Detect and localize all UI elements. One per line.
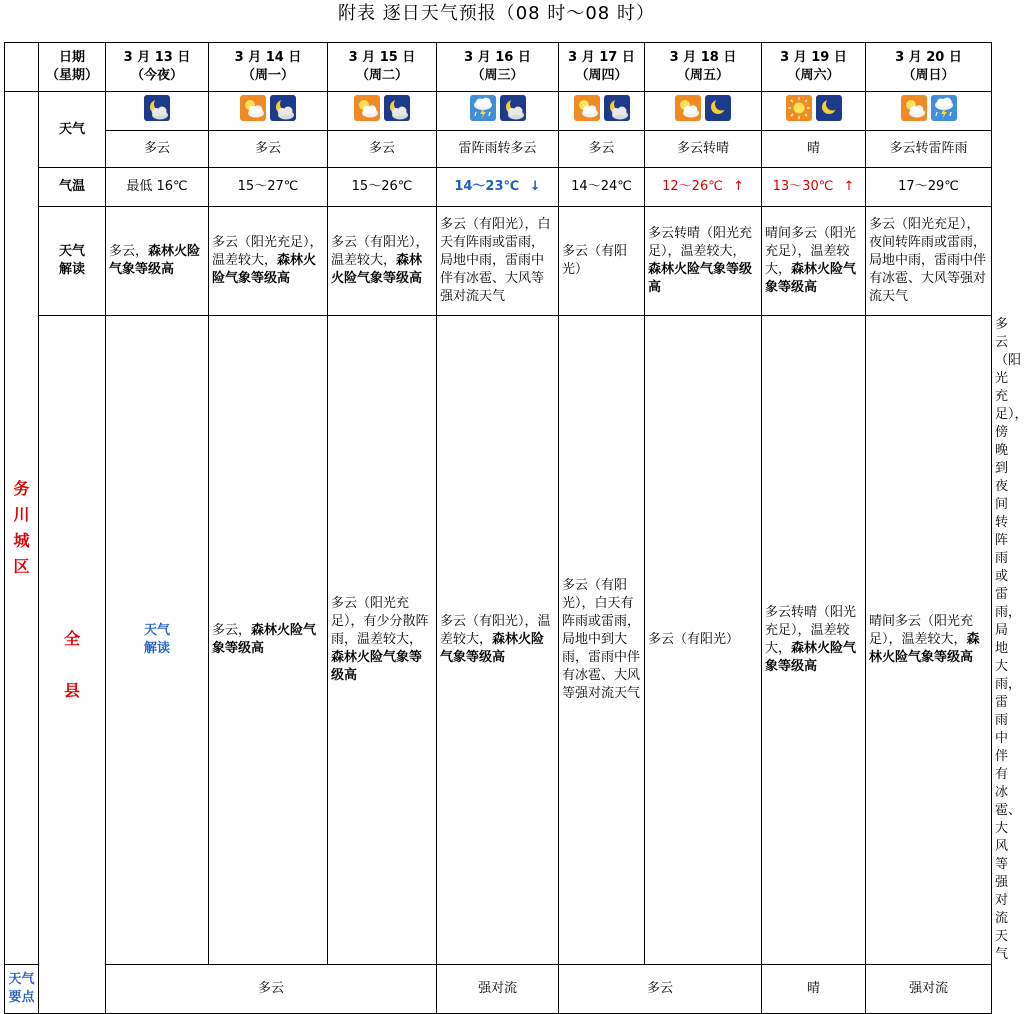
county-interp-text: 多云转晴（阳光充足），温差较大， — [765, 605, 857, 656]
points-cell — [762, 965, 866, 1014]
temp-cell — [209, 168, 328, 207]
day-header-cell — [328, 43, 437, 92]
interp-text: 多云（阳光充足），夜间转阵雨或雷雨，局地中雨，雷雨中伴有冰雹、大风等强对流天气 — [869, 217, 987, 304]
points-cell — [437, 965, 559, 1014]
corner-cell — [5, 43, 39, 92]
day-week: （周一） — [241, 68, 294, 83]
page-title: 附表 逐日天气预报（08 时～08 时） — [338, 3, 655, 24]
temp-range: 13～30℃ — [772, 179, 834, 194]
weather-text-cell — [106, 131, 209, 168]
weather-text: 晴 — [806, 141, 820, 156]
sun-cloud-icon — [901, 95, 927, 127]
day-week: （周三） — [471, 68, 524, 83]
temp-range: 12～26℃ — [662, 179, 723, 194]
temp-range: 最低 16℃ — [126, 179, 188, 194]
interp-bold: 森林火险气象等级高 — [109, 244, 201, 277]
weather-icon-cell — [437, 92, 559, 131]
day-header-cell — [762, 43, 866, 92]
temp-range: 14～23℃ — [454, 179, 520, 194]
weather-text: 雷阵雨转多云 — [458, 141, 537, 156]
date-header-label: 日期 — [58, 50, 85, 65]
day-date: 3 月 17 日 — [568, 50, 635, 65]
thunder-rain-icon — [470, 95, 496, 127]
city-region-char: 区 — [13, 557, 30, 576]
weather-text: 多云 — [143, 141, 170, 156]
interp-text: 多云（有阳光），温差较大， — [331, 235, 429, 268]
county-interp-bold: 森林火险气象等级高 — [440, 632, 545, 665]
interp-cell — [209, 207, 328, 316]
interp-bold: 森林火险气象等级高 — [648, 262, 753, 295]
city-temp-row — [5, 168, 992, 207]
county-interp-text: 多云， — [212, 623, 252, 638]
temp-label: 气温 — [58, 179, 85, 194]
trend-up-icon: ↑ — [839, 179, 855, 194]
day-week: （周四） — [575, 68, 628, 83]
temp-cell — [762, 168, 866, 207]
weather-text: 多云 — [368, 141, 395, 156]
county-interp-label-bottom: 解读 — [143, 641, 170, 656]
weather-icon-cell — [559, 92, 645, 131]
moon-cloud-icon — [500, 95, 526, 127]
weather-text: 多云转晴 — [676, 141, 729, 156]
weather-icon-cell — [328, 92, 437, 131]
weather-text: 多云 — [588, 141, 615, 156]
county-interp-text: 晴间多云（阳光充足），温差较大， — [869, 614, 974, 647]
interp-bold: 森林火险气象等级高 — [765, 262, 857, 295]
day-date: 3 月 14 日 — [234, 50, 302, 65]
city-interp-row — [5, 207, 992, 316]
temp-label-cell — [39, 168, 106, 207]
temp-cell — [437, 168, 559, 207]
county-interp-bold: 森林火险气象等级高 — [765, 641, 857, 674]
city-weather-row — [5, 131, 992, 168]
county-interp-text: 多云（阳光充足），有少分散阵雨，温差较大， — [331, 596, 429, 647]
header-row — [5, 43, 992, 92]
points-label-cell — [5, 965, 39, 1014]
points-text: 晴 — [806, 981, 820, 996]
weather-icon-cell — [762, 92, 866, 131]
interp-text: 多云（阳光充足），温差较大， — [212, 235, 323, 268]
weather-text-cell — [328, 131, 437, 168]
county-interp-cell — [559, 316, 645, 965]
interp-bold: 森林火险气象等级高 — [331, 253, 423, 286]
points-cell — [866, 965, 992, 1014]
day-header-cell — [106, 43, 209, 92]
temp-cell — [559, 168, 645, 207]
moon-cloud-icon — [384, 95, 410, 127]
county-interp-text: 多云（阳光充足），傍晚到夜间转阵雨或雷雨，局地大雨，雷雨中伴有冰雹、大风等强对流天气 — [995, 317, 1028, 962]
weather-icon-cell — [209, 92, 328, 131]
weather-text-cell — [866, 131, 992, 168]
interp-bold: 森林火险气象等级高 — [212, 253, 317, 286]
city-region-char: 城 — [13, 531, 30, 550]
sun-icon — [786, 95, 812, 127]
county-interp-label-top: 天气 — [143, 623, 170, 638]
day-header-cell — [559, 43, 645, 92]
weather-text-cell — [559, 131, 645, 168]
temp-cell — [866, 168, 992, 207]
county-interp-cell — [209, 316, 328, 965]
trend-up-icon: ↑ — [728, 179, 744, 194]
weather-label-cell — [39, 92, 106, 168]
county-interp-bold: 森林火险气象等级高 — [212, 623, 317, 656]
county-points-row — [5, 965, 992, 1014]
interp-cell — [645, 207, 762, 316]
day-week: （今夜） — [130, 68, 183, 83]
county-interp-bold: 森林火险气象等级高 — [331, 650, 423, 683]
temp-range: 17～29℃ — [898, 179, 959, 194]
points-label-bottom: 要点 — [8, 990, 35, 1005]
moon-cloud-icon — [144, 95, 170, 127]
day-header-cell — [437, 43, 559, 92]
county-interp-cell — [866, 316, 992, 965]
interp-cell — [559, 207, 645, 316]
county-interp-row — [5, 316, 992, 965]
county-region-cell — [39, 316, 106, 1014]
day-date: 3 月 15 日 — [348, 50, 416, 65]
weather-label: 天气 — [58, 121, 85, 137]
interp-cell — [437, 207, 559, 316]
temp-range: 15～27℃ — [237, 179, 299, 194]
temp-cell — [645, 168, 762, 207]
county-region-char: 全 — [63, 628, 80, 648]
interp-text: 多云， — [109, 244, 149, 259]
day-header-cell — [645, 43, 762, 92]
points-text: 多云 — [257, 981, 284, 996]
moon-icon — [705, 95, 731, 127]
weather-text: 多云转雷阵雨 — [889, 141, 968, 156]
weather-icon-cell — [866, 92, 992, 131]
forecast-table — [4, 42, 1028, 1014]
county-interp-cell — [437, 316, 559, 965]
weather-text-cell — [209, 131, 328, 168]
weather-icon-cell — [645, 92, 762, 131]
county-interp-cell — [645, 316, 762, 965]
day-date: 3 月 19 日 — [780, 50, 847, 65]
day-header-cell — [209, 43, 328, 92]
county-region-char: 县 — [63, 680, 80, 700]
sun-cloud-icon — [240, 95, 266, 127]
interp-text: 多云（有阳光） — [562, 244, 628, 277]
city-region-char: 务 — [13, 479, 30, 498]
day-date: 3 月 13 日 — [123, 50, 191, 65]
day-date: 3 月 18 日 — [669, 50, 737, 65]
county-interp-cell — [762, 316, 866, 965]
week-header-label: （星期） — [45, 68, 98, 83]
day-date: 3 月 20 日 — [895, 50, 962, 65]
interp-text: 多云（有阳光），白天有阵雨或雷雨，局地中雨，雷雨中伴有冰雹、大风等强对流天气 — [440, 217, 551, 304]
temp-cell — [328, 168, 437, 207]
weather-icon-cell — [106, 92, 209, 131]
day-week: （周二） — [355, 68, 408, 83]
day-header-cell — [866, 43, 992, 92]
day-date: 3 月 16 日 — [464, 50, 531, 65]
interp-label-top: 天气 — [58, 244, 85, 259]
county-interp-text: 多云（有阳光） — [648, 632, 740, 647]
sun-cloud-icon — [354, 95, 380, 127]
interp-text: 晴间多云（阳光充足），温差较大， — [765, 226, 857, 277]
moon-cloud-icon — [604, 95, 630, 127]
city-icon-row — [5, 92, 992, 131]
county-interp-cell — [328, 316, 437, 965]
points-label-top: 天气 — [8, 972, 35, 987]
temp-range: 15～26℃ — [351, 179, 413, 194]
weather-text: 多云 — [254, 141, 281, 156]
weather-text-cell — [645, 131, 762, 168]
points-text: 强对流 — [908, 981, 948, 996]
interp-cell — [762, 207, 866, 316]
county-interp-label-cell — [106, 316, 209, 965]
sun-cloud-icon — [574, 95, 600, 127]
interp-text: 多云转晴（阳光充足），温差较大， — [648, 226, 753, 259]
moon-cloud-icon — [270, 95, 296, 127]
points-text: 强对流 — [477, 981, 517, 996]
date-header-cell — [39, 43, 106, 92]
day-week: （周六） — [787, 68, 840, 83]
county-interp-bold: 森林火险气象等级高 — [869, 632, 980, 665]
weather-text-cell — [437, 131, 559, 168]
county-interp-text: 多云（有阳光），白天有阵雨或雷雨，局地中到大雨，雷雨中伴有冰雹、大风等强对流天气 — [562, 578, 641, 701]
city-region-cell — [5, 92, 39, 965]
sun-cloud-icon — [675, 95, 701, 127]
day-week: （周五） — [676, 68, 729, 83]
interp-cell — [328, 207, 437, 316]
thunder-rain-icon — [931, 95, 957, 127]
points-cell — [559, 965, 762, 1014]
county-interp-text: 多云（有阳光），温差较大， — [440, 614, 551, 647]
interp-label-cell — [39, 207, 106, 316]
interp-label-bottom: 解读 — [58, 262, 85, 277]
interp-cell — [866, 207, 992, 316]
day-week: （周日） — [902, 68, 955, 83]
moon-icon — [816, 95, 842, 127]
trend-down-icon: ↓ — [525, 179, 541, 194]
weather-text-cell — [762, 131, 866, 168]
city-region-char: 川 — [13, 505, 30, 524]
interp-cell — [106, 207, 209, 316]
temp-cell — [106, 168, 209, 207]
points-cell — [106, 965, 437, 1014]
points-text: 多云 — [646, 981, 673, 996]
temp-range: 14～24℃ — [571, 179, 632, 194]
